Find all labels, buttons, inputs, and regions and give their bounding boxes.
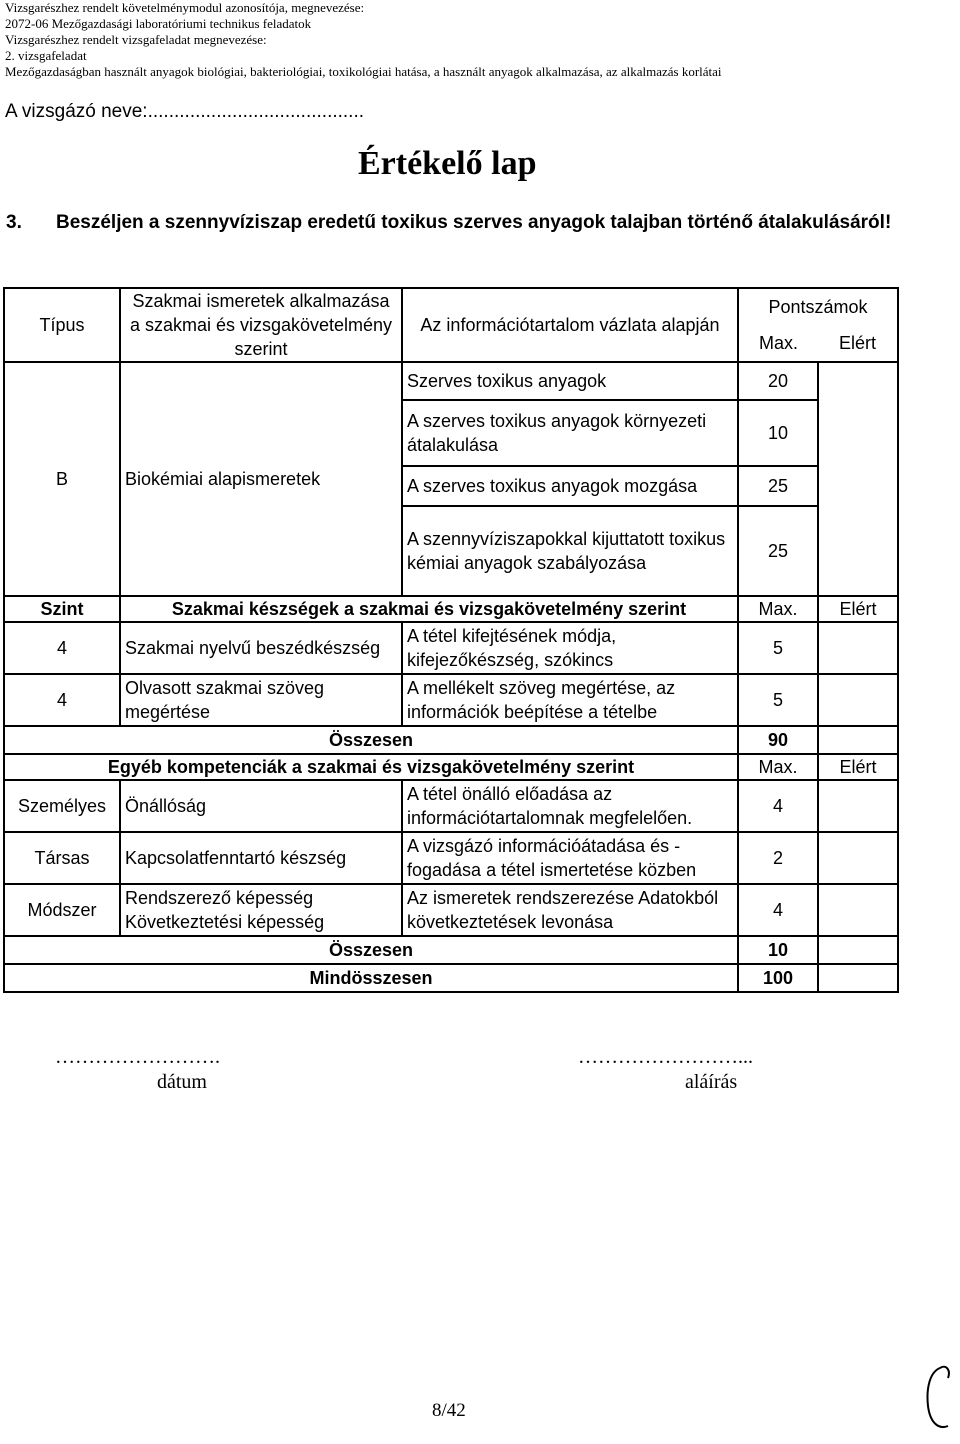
candidate-name-field: A vizsgázó neve:......................................... [5,101,365,122]
competency-type: Társas [4,832,120,884]
max-points: 5 [738,674,818,726]
info-item: A szerves toxikus anyagok környezeti átalakulása [402,400,738,466]
date-label: dátum [157,1071,207,1093]
competency-name: Önállóság [120,780,402,832]
achieved-cell [818,622,898,674]
header-task-number: 2. vizsgafeladat [5,48,87,63]
achieved-cell [818,726,898,754]
header-module-label: Vizsgarészhez rendelt követelménymodul azonosítója, megnevezése: [5,0,365,15]
table-row [4,884,898,936]
achieved-cell [818,884,898,936]
col-head-max: Max. [738,325,818,362]
skills-head-achieved: Elért [818,596,898,622]
page-number: 8/42 [432,1400,466,1421]
header-task-name: Mezőgazdaságban használt anyagok biológiai, bakteriológiai, toxikológiai hatása, a használt anyagok alkalmazása, az alkalmazás korlátai [5,64,722,79]
competency-type: Személyes [4,780,120,832]
competency-name: Kapcsolatfenntartó készség [120,832,402,884]
header-task-label: Vizsgarészhez rendelt vizsgafeladat megnevezése: [5,32,267,47]
col-head-type: Típus [4,288,120,362]
max-points: 5 [738,622,818,674]
max-points: 20 [738,362,818,400]
grand-total-label: Mindösszesen [4,964,738,992]
max-points: 10 [738,400,818,466]
achieved-cell [818,964,898,992]
subtotal-label: Összesen [4,936,738,964]
date-dots: ……………………. [55,1046,220,1068]
subtotal-max: 90 [738,726,818,754]
achieved-cell [818,674,898,726]
info-item: A szerves toxikus anyagok mozgása [402,466,738,506]
achieved-cell [818,832,898,884]
competency-description: Az ismeretek rendszerezése Adatokból következtetések levonása [402,884,738,936]
skills-head-level: Szint [4,596,120,622]
signature-dots: ……………………... [578,1046,753,1068]
competency-description: A tétel önálló előadása az információtartalomnak megfelelően. [402,780,738,832]
section-b-type: B [4,362,120,596]
skill-level: 4 [4,674,120,726]
skill-name: Olvasott szakmai szöveg megértése [120,674,402,726]
table-row [4,780,898,832]
evaluation-table [3,287,899,993]
competency-name: Rendszerező képesség Következtetési képesség [120,884,402,936]
info-item: Szerves toxikus anyagok [402,362,738,400]
col-head-info: Az információtartalom vázlata alapján [402,288,738,362]
table-row [4,622,898,674]
table-row [4,832,898,884]
max-points: 25 [738,466,818,506]
task-text: Beszéljen a szennyvíziszap eredetű toxikus szerves anyagok talajban történő átalakulásáról! [56,212,892,233]
max-points: 4 [738,780,818,832]
table-row [4,674,898,726]
other-head-max: Max. [738,754,818,780]
other-head-achieved: Elért [818,754,898,780]
section-b-area: Biokémiai alapismeretek [120,362,402,596]
info-item: A szennyvíziszapokkal kijuttatott toxikus kémiai anyagok szabályozása [402,506,738,596]
handwritten-initial-mark [918,1360,958,1440]
subtotal-max: 10 [738,936,818,964]
table-row [4,362,898,400]
skill-description: A tétel kifejtésének módja, kifejezőkészség, szókincs [402,622,738,674]
achieved-cell [818,362,898,596]
skill-description: A mellékelt szöveg megértése, az információk beépítése a tételbe [402,674,738,726]
grand-total-max: 100 [738,964,818,992]
header-module-name: 2072-06 Mezőgazdasági laboratóriumi technikus feladatok [5,16,312,31]
competency-description: A vizsgázó információátadása és -fogadása a tétel ismertetése közben [402,832,738,884]
subtotal-label: Összesen [4,726,738,754]
other-competencies-heading: Egyéb kompetenciák a szakmai és vizsgakövetelmény szerint [4,754,738,780]
page-title: Értékelő lap [358,145,537,182]
col-head-points: Pontszámok [738,288,898,325]
task-statement [6,210,906,235]
col-head-knowledge: Szakmai ismeretek alkalmazása a szakmai és vizsgakövetelmény szerint [120,288,402,362]
skill-name: Szakmai nyelvű beszédkészség [120,622,402,674]
skill-level: 4 [4,622,120,674]
max-points: 25 [738,506,818,596]
skills-head-title: Szakmai készségek a szakmai és vizsgakövetelmény szerint [120,596,738,622]
max-points: 2 [738,832,818,884]
skills-head-max: Max. [738,596,818,622]
max-points: 4 [738,884,818,936]
competency-type: Módszer [4,884,120,936]
signature-label: aláírás [685,1071,738,1093]
task-number: 3. [6,212,22,233]
achieved-cell [818,780,898,832]
achieved-cell [818,936,898,964]
col-head-achieved: Elért [818,325,898,362]
